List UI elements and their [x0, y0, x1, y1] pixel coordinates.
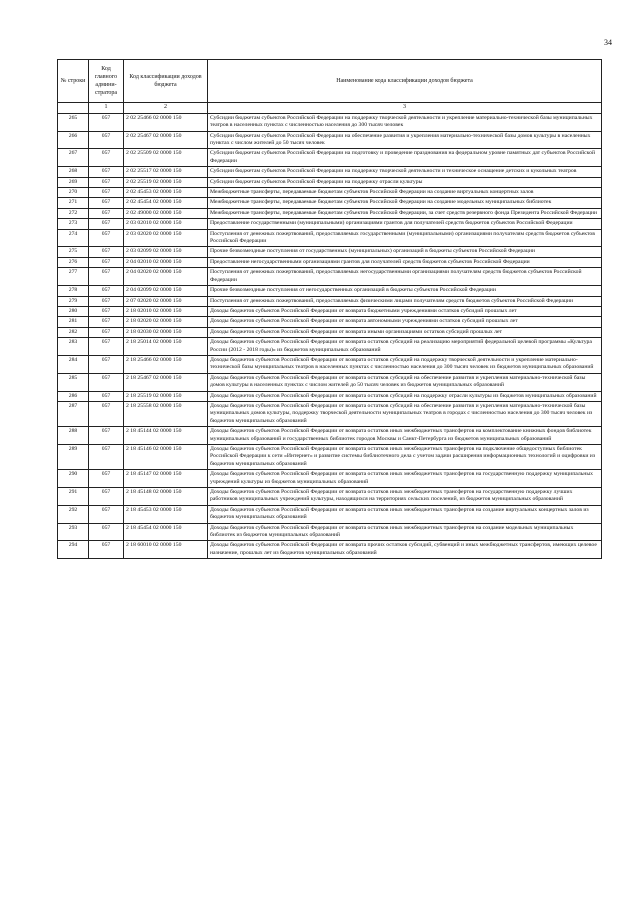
table-row — [58, 445, 602, 470]
table-row — [58, 488, 602, 506]
code-name-cell: Предоставление негосударственными организациями грантов для получателей средств бюджетов субъектов Российской Федерации — [208, 257, 602, 267]
admin-code-cell: 057 — [89, 219, 124, 229]
code-name-cell: Поступления от денежных пожертвований, предоставляемых государственными (муниципальными) организациями получателям средств бюджетов субъектов Российской Федерации — [208, 229, 602, 247]
code-name-cell: Доходы бюджетов субъектов Российской Федерации от возврата прочих остатков субсидий, субвенций и иных межбюджетных трансфертов, имеющих целевое назначение, прошлых лет из бюджетов муниципальных образований — [208, 541, 602, 559]
table-row — [58, 327, 602, 337]
admin-code-cell: 057 — [89, 401, 124, 426]
admin-code-cell: 057 — [89, 505, 124, 523]
classification-code-cell: 2 18 45144 02 0000 150 — [124, 427, 208, 445]
code-name-cell: Доходы бюджетов субъектов Российской Федерации от возврата остатков иных межбюджетных трансфертов на создание виртуальных концертных залов из бюджетов муниципальных образований — [208, 505, 602, 523]
admin-code-cell: 057 — [89, 470, 124, 488]
code-name-cell: Межбюджетные трансферты, передаваемые бюджетам субъектов Российской Федерации на создание виртуальных концертных залов — [208, 188, 602, 198]
admin-code-cell: 057 — [89, 355, 124, 373]
table-row — [58, 198, 602, 208]
code-name-cell: Доходы бюджетов субъектов Российской Федерации от возврата остатков субсидий на поддержку творческой деятельности и укрепление материально-технической базы муниципальных театров в населенных пунктах с численностью населения до 300 тысяч человек из бюджетов муниципальных образований — [208, 355, 602, 373]
header-classification-code: Код классификации доходов бюджета — [124, 60, 208, 103]
admin-code-cell: 057 — [89, 296, 124, 306]
column-index-row — [58, 103, 602, 114]
row-number-cell: 267 — [58, 149, 89, 167]
admin-code-cell: 057 — [89, 167, 124, 177]
column-index-3: 3 — [208, 103, 602, 114]
row-number-cell: 294 — [58, 541, 89, 559]
classification-code-cell: 2 18 25519 02 0000 150 — [124, 391, 208, 401]
admin-code-cell: 057 — [89, 286, 124, 296]
table-row — [58, 257, 602, 267]
code-name-cell: Доходы бюджетов субъектов Российской Федерации от возврата иными организациями остатков субсидий прошлых лет — [208, 327, 602, 337]
code-name-cell: Межбюджетные трансферты, передаваемые бюджетам субъектов Российской Федерации на создание модельных муниципальных библиотек — [208, 198, 602, 208]
table-row — [58, 427, 602, 445]
table-row — [58, 470, 602, 488]
row-number-cell: 268 — [58, 167, 89, 177]
table-row — [58, 188, 602, 198]
classification-code-cell: 2 02 45454 02 0000 150 — [124, 198, 208, 208]
code-name-cell: Субсидии бюджетам субъектов Российской Федерации на поддержку творческой деятельности и техническое оснащение детских и кукольных театров — [208, 167, 602, 177]
admin-code-cell: 057 — [89, 113, 124, 131]
code-name-cell: Межбюджетные трансферты, передаваемые бюджетам субъектов Российской Федерации, за счет средств резервного фонда Президента Российской Федерации — [208, 208, 602, 218]
admin-code-cell: 057 — [89, 373, 124, 391]
table-header-row — [58, 60, 602, 103]
admin-code-cell: 057 — [89, 131, 124, 149]
table-row — [58, 306, 602, 316]
admin-code-cell: 057 — [89, 338, 124, 356]
table-row — [58, 355, 602, 373]
row-number-cell: 282 — [58, 327, 89, 337]
code-name-cell: Поступления от денежных пожертвований, предоставляемых физическими лицами получателям средств бюджетов субъектов Российской Федерации — [208, 296, 602, 306]
row-number-cell: 281 — [58, 317, 89, 327]
code-name-cell: Доходы бюджетов субъектов Российской Федерации от возврата остатков иных межбюджетных трансфертов на государственную поддержку муниципальных учреждений культуры из бюджетов муниципальных образований — [208, 470, 602, 488]
table-row — [58, 167, 602, 177]
classification-code-cell: 2 18 45454 02 0000 150 — [124, 523, 208, 541]
row-number-cell: 266 — [58, 131, 89, 149]
code-name-cell: Доходы бюджетов субъектов Российской Федерации от возврата остатков иных межбюджетных трансфертов на государственную поддержку лучших работников муниципальных учреждений культуры, находящихся на территориях сельских поселений, из бюджетов муниципальных образований — [208, 488, 602, 506]
table-body — [58, 113, 602, 559]
classification-code-cell: 2 18 45453 02 0000 150 — [124, 505, 208, 523]
classification-code-cell: 2 04 02099 02 0000 150 — [124, 286, 208, 296]
admin-code-cell: 057 — [89, 445, 124, 470]
code-name-cell: Поступления от денежных пожертвований, предоставляемых негосударственными организациями получателям средств бюджетов субъектов Российской Федерации — [208, 268, 602, 286]
table-row — [58, 317, 602, 327]
row-number-cell: 277 — [58, 268, 89, 286]
classification-code-cell: 2 03 02020 02 0000 150 — [124, 229, 208, 247]
classification-code-cell: 2 02 25517 02 0000 150 — [124, 167, 208, 177]
row-number-cell: 276 — [58, 257, 89, 267]
classification-code-cell: 2 03 02099 02 0000 150 — [124, 247, 208, 257]
row-number-cell: 293 — [58, 523, 89, 541]
row-number-cell: 278 — [58, 286, 89, 296]
classification-code-cell: 2 03 02010 02 0000 150 — [124, 219, 208, 229]
classification-code-cell: 2 02 25519 02 0000 150 — [124, 177, 208, 187]
column-index-2: 2 — [124, 103, 208, 114]
table-row — [58, 523, 602, 541]
table-row — [58, 401, 602, 426]
table-row — [58, 391, 602, 401]
table-row — [58, 268, 602, 286]
row-number-cell: 273 — [58, 219, 89, 229]
row-number-cell: 272 — [58, 208, 89, 218]
table-row — [58, 505, 602, 523]
row-number-cell: 292 — [58, 505, 89, 523]
budget-income-codes-table — [57, 59, 602, 559]
code-name-cell: Субсидии бюджетам субъектов Российской Федерации на поддержку отрасли культуры — [208, 177, 602, 187]
classification-code-cell: 2 18 02010 02 0000 150 — [124, 306, 208, 316]
row-number-cell: 286 — [58, 391, 89, 401]
code-name-cell: Доходы бюджетов субъектов Российской Федерации от возврата остатков субсидий на реализацию мероприятий федеральной целевой программы «Культура России (2012 - 2018 годы)» из бюджетов муниципальных образований — [208, 338, 602, 356]
classification-code-cell: 2 18 25467 02 0000 150 — [124, 373, 208, 391]
row-number-cell: 290 — [58, 470, 89, 488]
code-name-cell: Доходы бюджетов субъектов Российской Федерации от возврата остатков субсидий на поддержку отрасли культуры из бюджетов муниципальных образований — [208, 391, 602, 401]
table-row — [58, 373, 602, 391]
admin-code-cell: 057 — [89, 317, 124, 327]
code-name-cell: Прочие безвозмездные поступления от негосударственных организаций в бюджеты субъектов Российской Федерации — [208, 286, 602, 296]
admin-code-cell: 057 — [89, 541, 124, 559]
classification-code-cell: 2 18 25558 02 0000 150 — [124, 401, 208, 426]
row-number-cell: 283 — [58, 338, 89, 356]
admin-code-cell: 057 — [89, 391, 124, 401]
admin-code-cell: 057 — [89, 229, 124, 247]
table-row — [58, 338, 602, 356]
classification-code-cell: 2 02 25466 02 0000 150 — [124, 113, 208, 131]
admin-code-cell: 057 — [89, 257, 124, 267]
code-name-cell: Предоставление государственными (муниципальными) организациями грантов для получателей средств бюджетов субъектов Российской Федерации — [208, 219, 602, 229]
row-number-cell: 280 — [58, 306, 89, 316]
table-row — [58, 149, 602, 167]
row-number-cell: 270 — [58, 188, 89, 198]
row-number-cell: 284 — [58, 355, 89, 373]
classification-code-cell: 2 02 25467 02 0000 150 — [124, 131, 208, 149]
row-number-cell: 288 — [58, 427, 89, 445]
classification-code-cell: 2 18 45148 02 0000 150 — [124, 488, 208, 506]
code-name-cell: Субсидии бюджетам субъектов Российской Федерации на подготовку и проведение празднования на федеральном уровне памятных дат субъектов Российской Федерации — [208, 149, 602, 167]
code-name-cell: Субсидии бюджетам субъектов Российской Федерации на обеспечение развития и укрепления материально-технической базы домов культуры в населенных пунктах с числом жителей до 50 тысяч человек — [208, 131, 602, 149]
column-index-1: 1 — [89, 103, 124, 114]
row-number-cell: 285 — [58, 373, 89, 391]
admin-code-cell: 057 — [89, 198, 124, 208]
row-number-cell: 287 — [58, 401, 89, 426]
code-name-cell: Доходы бюджетов субъектов Российской Федерации от возврата бюджетными учреждениями остатков субсидий прошлых лет — [208, 306, 602, 316]
table-row — [58, 296, 602, 306]
table-row — [58, 229, 602, 247]
header-admin-code: Код главного админи-стратора — [89, 60, 124, 103]
admin-code-cell: 057 — [89, 306, 124, 316]
code-name-cell: Прочие безвозмездные поступления от государственных (муниципальных) организаций в бюджеты субъектов Российской Федерации — [208, 247, 602, 257]
row-number-cell: 271 — [58, 198, 89, 208]
code-name-cell: Субсидии бюджетам субъектов Российской Федерации на поддержку творческой деятельности и укрепление материально-технической базы муниципальных театров в населенных пунктах с численностью населения до 300 тысяч человек — [208, 113, 602, 131]
admin-code-cell: 057 — [89, 327, 124, 337]
row-number-cell: 275 — [58, 247, 89, 257]
table-row — [58, 208, 602, 218]
code-name-cell: Доходы бюджетов субъектов Российской Федерации от возврата остатков субсидий на обеспечение развития и укрепления материально-технической базы муниципальных домов культуры, поддержку творческой деятельности муниципальных театров в городах с численностью населения до 300 тысяч человек из бюджетов муниципальных образований — [208, 401, 602, 426]
table-row — [58, 131, 602, 149]
table-row — [58, 219, 602, 229]
code-name-cell: Доходы бюджетов субъектов Российской Федерации от возврата остатков иных межбюджетных трансфертов на подключение общедоступных библиотек Российской Федерации к сети «Интернет» и развитие системы библиотечного дела с учетом задачи расширения информационных технологий и оцифровки из бюджетов муниципальных образований — [208, 445, 602, 470]
table-row — [58, 113, 602, 131]
classification-code-cell: 2 18 45146 02 0000 150 — [124, 445, 208, 470]
page-number: 34 — [604, 38, 612, 47]
admin-code-cell: 057 — [89, 188, 124, 198]
admin-code-cell: 057 — [89, 177, 124, 187]
admin-code-cell: 057 — [89, 427, 124, 445]
code-name-cell: Доходы бюджетов субъектов Российской Федерации от возврата остатков субсидий на обеспечение развития и укрепления материально-технической базы домов культуры в населенных пунктах с числом жителей до 50 тысяч человек из бюджетов муниципальных образований — [208, 373, 602, 391]
admin-code-cell: 057 — [89, 247, 124, 257]
row-number-cell: 274 — [58, 229, 89, 247]
column-index-empty — [58, 103, 89, 114]
classification-code-cell: 2 18 25466 02 0000 150 — [124, 355, 208, 373]
row-number-cell: 265 — [58, 113, 89, 131]
admin-code-cell: 057 — [89, 149, 124, 167]
code-name-cell: Доходы бюджетов субъектов Российской Федерации от возврата остатков иных межбюджетных трансфертов на создание модельных муниципальных библиотек из бюджетов муниципальных образований — [208, 523, 602, 541]
row-number-cell: 269 — [58, 177, 89, 187]
admin-code-cell: 057 — [89, 268, 124, 286]
classification-code-cell: 2 02 49000 02 0000 150 — [124, 208, 208, 218]
row-number-cell: 291 — [58, 488, 89, 506]
table-row — [58, 247, 602, 257]
classification-code-cell: 2 18 45147 02 0000 150 — [124, 470, 208, 488]
classification-code-cell: 2 02 25509 02 0000 150 — [124, 149, 208, 167]
header-code-name: Наименование кода классификации доходов бюджета — [208, 60, 602, 103]
admin-code-cell: 057 — [89, 523, 124, 541]
code-name-cell: Доходы бюджетов субъектов Российской Федерации от возврата остатков иных межбюджетных трансфертов на комплектование книжных фондов библиотек муниципальных образований и государственных библиотек городов Москвы и Санкт-Петербурга из бюджетов муниципальных образований — [208, 427, 602, 445]
row-number-cell: 289 — [58, 445, 89, 470]
classification-code-cell: 2 04 02010 02 0000 150 — [124, 257, 208, 267]
classification-code-cell: 2 18 02030 02 0000 150 — [124, 327, 208, 337]
table-row — [58, 286, 602, 296]
classification-code-cell: 2 18 60010 02 0000 150 — [124, 541, 208, 559]
admin-code-cell: 057 — [89, 488, 124, 506]
classification-code-cell: 2 07 02020 02 0000 150 — [124, 296, 208, 306]
classification-code-cell: 2 18 25014 02 0000 150 — [124, 338, 208, 356]
classification-code-cell: 2 02 45453 02 0000 150 — [124, 188, 208, 198]
row-number-cell: 279 — [58, 296, 89, 306]
header-row-number: № строки — [58, 60, 89, 103]
code-name-cell: Доходы бюджетов субъектов Российской Федерации от возврата автономными учреждениями остатков субсидий прошлых лет — [208, 317, 602, 327]
table-row — [58, 541, 602, 559]
table-row — [58, 177, 602, 187]
classification-code-cell: 2 04 02020 02 0000 150 — [124, 268, 208, 286]
classification-code-cell: 2 18 02020 02 0000 150 — [124, 317, 208, 327]
admin-code-cell: 057 — [89, 208, 124, 218]
